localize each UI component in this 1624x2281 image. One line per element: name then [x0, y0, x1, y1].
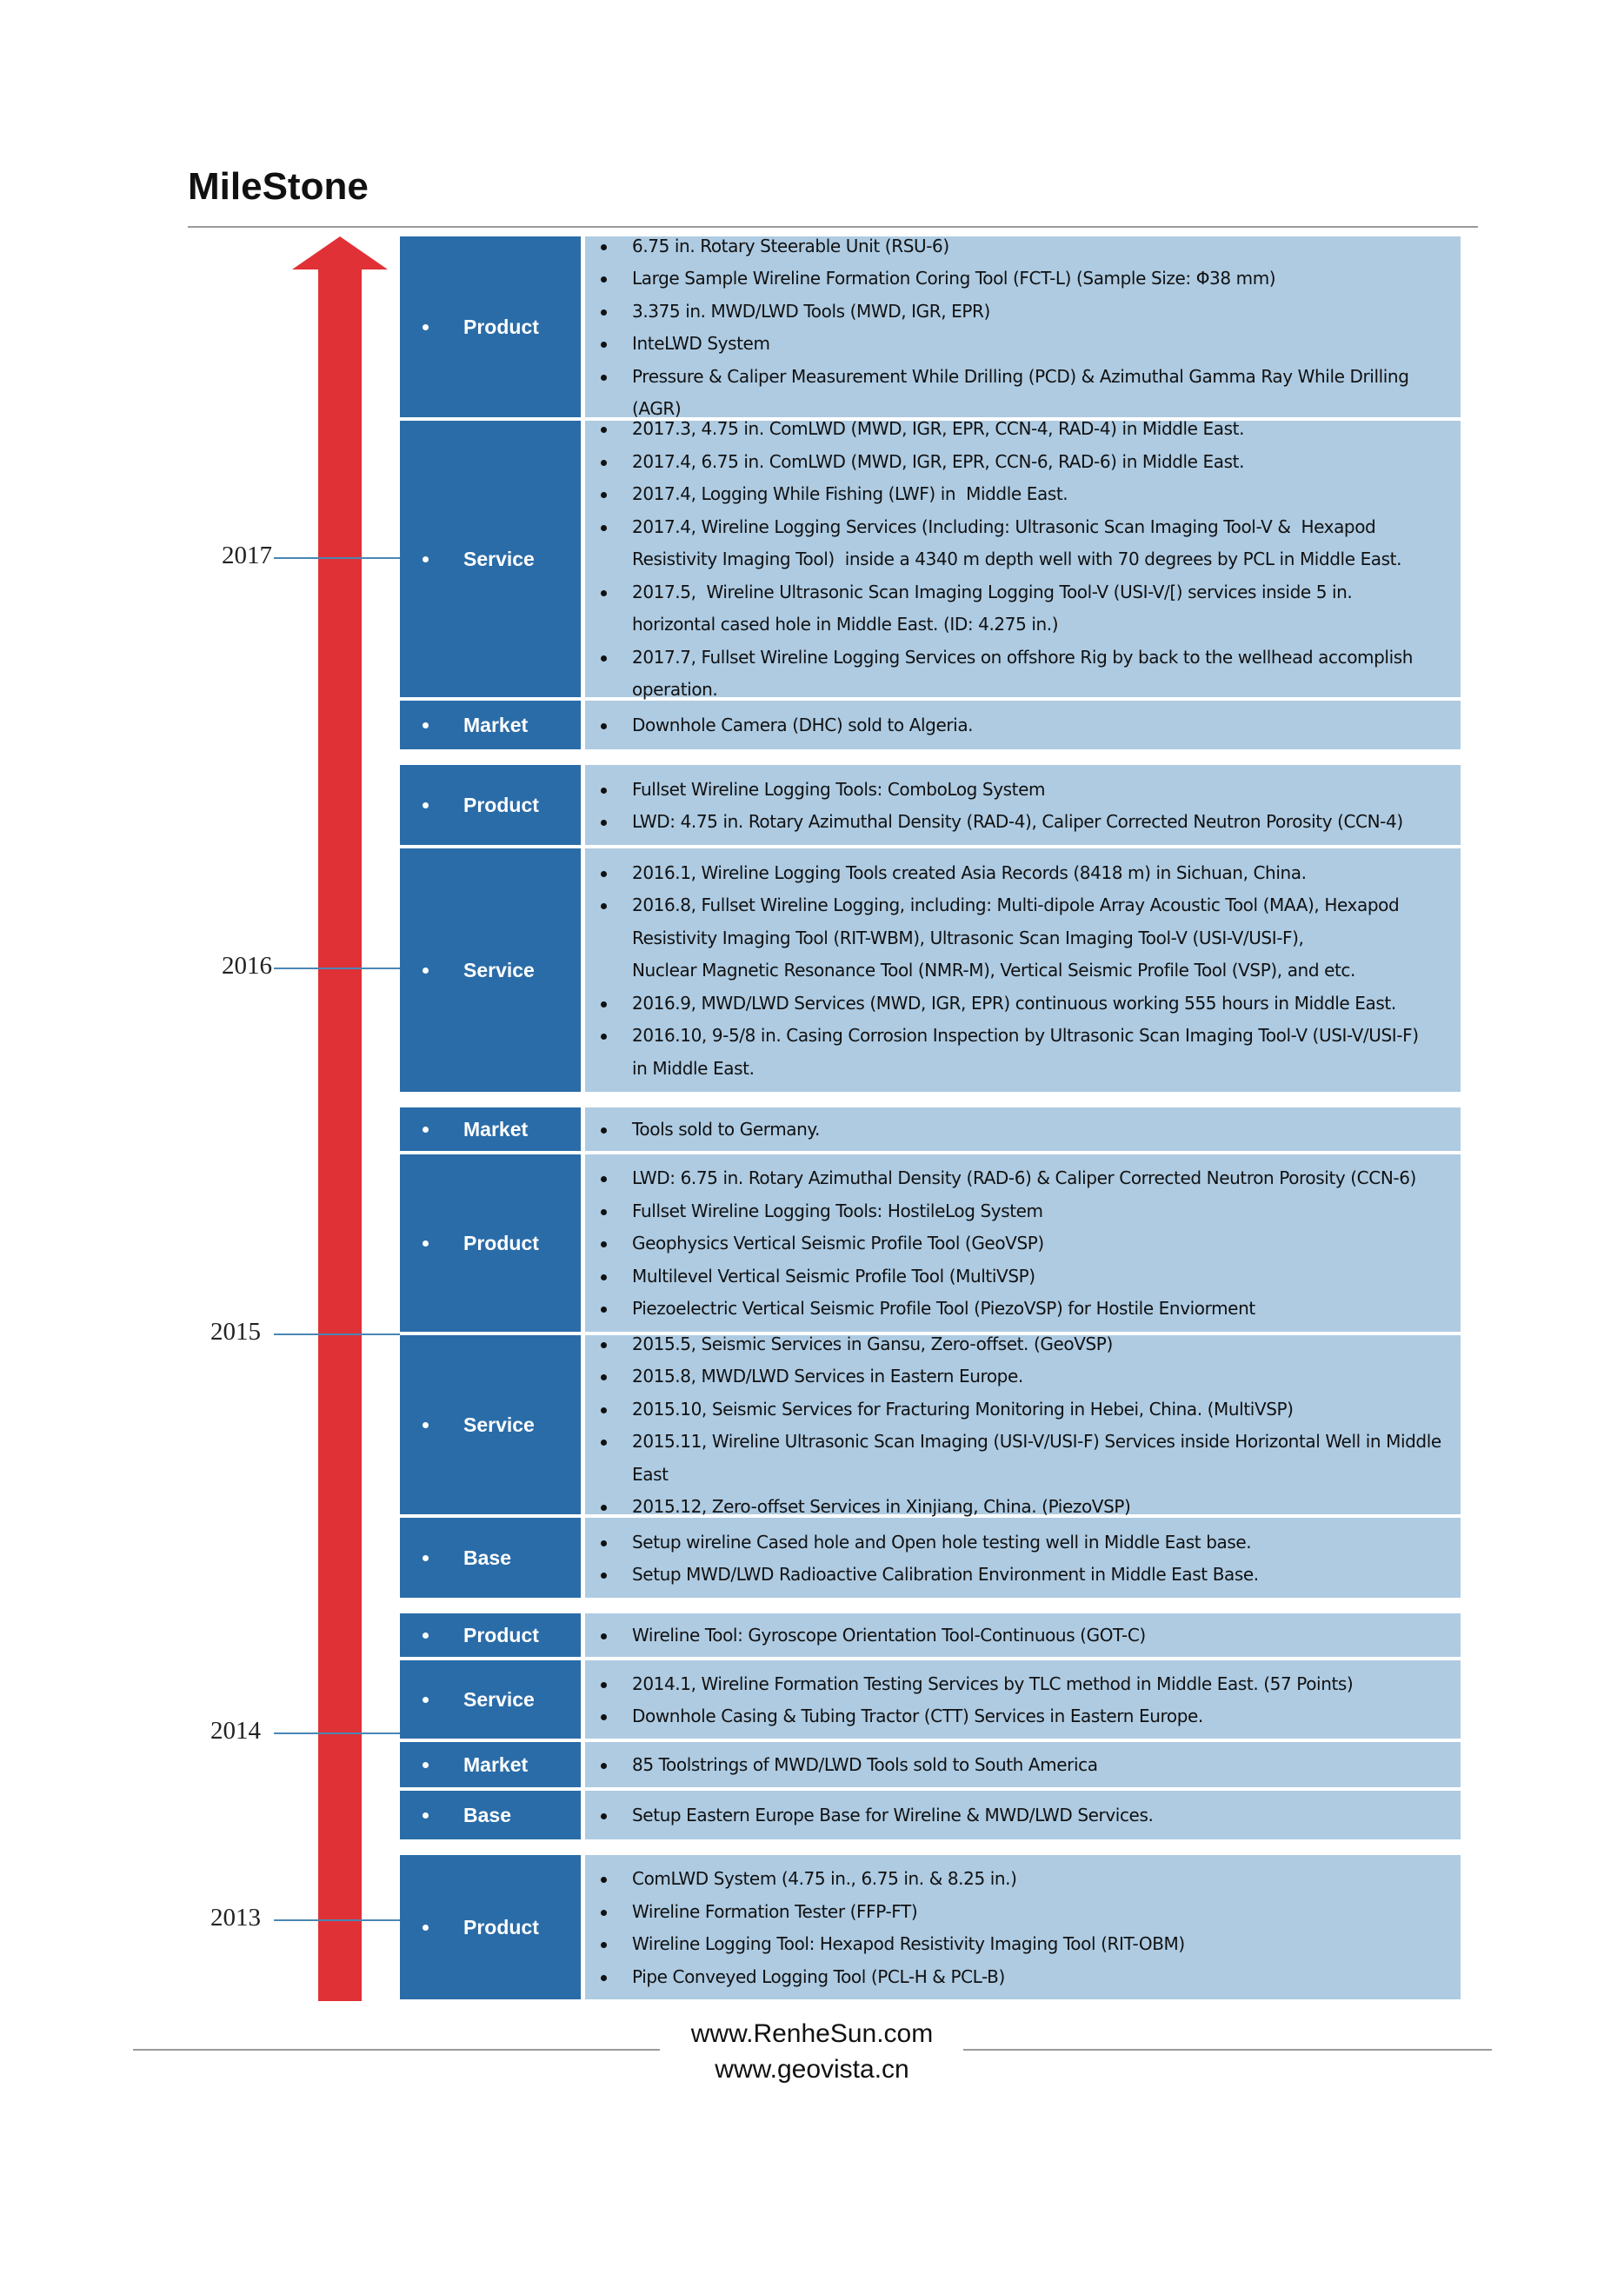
items-cell: [585, 1518, 1461, 1598]
list-item: [596, 1526, 1450, 1559]
list-item-text: 2015.11, Wireline Ultrasonic Scan Imaging (USI-V/USI-F) Services inside Horizontal Well in Middle East: [632, 1431, 1447, 1485]
bullet-icon: [423, 722, 429, 728]
items-cell: [585, 1855, 1461, 1999]
list-item-text: 2017.5, Wireline Ultrasonic Scan Imaging Logging Tool-V (USI-V/[) services inside 5 in. horizontal cased hole in Middle East. (ID: 4.275 in.): [632, 581, 1353, 635]
category-label: Service: [463, 1687, 535, 1711]
category-cell: [400, 765, 581, 845]
year-label-2016: 2016: [222, 952, 272, 980]
list-item-text: Setup MWD/LWD Radioactive Calibration Environment in Middle East Base.: [632, 1564, 1259, 1585]
list-item-text: Setup Eastern Europe Base for Wireline & MWD/LWD Services.: [632, 1805, 1154, 1826]
category-label: Service: [463, 1413, 535, 1436]
list-item: [596, 446, 1450, 479]
list-item: [596, 263, 1450, 296]
bullet-icon: [423, 802, 429, 808]
bullet-icon: [601, 1342, 607, 1348]
bullet-icon: [601, 1001, 607, 1007]
items-list: [596, 1863, 1450, 1993]
list-item-text: 85 Toolstrings of MWD/LWD Tools sold to South America: [632, 1754, 1098, 1776]
bullet-icon: [601, 1407, 607, 1413]
bullet-icon: [601, 903, 607, 909]
items-cell: [585, 1107, 1461, 1151]
bullet-icon: [601, 1942, 607, 1948]
list-item-text: Tools sold to Germany.: [632, 1119, 820, 1140]
bullet-icon: [601, 276, 607, 283]
bullet-icon: [601, 1505, 607, 1511]
items-list: [596, 709, 1450, 742]
milestone-row: [400, 1107, 1461, 1151]
list-item-text: Multilevel Vertical Seismic Profile Tool (MultiVSP): [632, 1265, 1035, 1287]
list-item: [596, 1293, 1450, 1326]
year-tick-2015: [274, 1333, 400, 1335]
footer-divider-right: [963, 2049, 1492, 2051]
items-list: [596, 1526, 1450, 1592]
items-list: [596, 1668, 1450, 1733]
category-label: Product: [463, 1231, 539, 1254]
category-label: Service: [463, 547, 535, 570]
bullet-icon: [601, 1540, 607, 1546]
category-cell: [400, 1518, 581, 1598]
bullet-icon: [423, 324, 429, 330]
list-item: [596, 296, 1450, 329]
category-cell: [400, 848, 581, 1092]
bullet-icon: [601, 427, 607, 433]
items-cell: [585, 1791, 1461, 1839]
bullet-icon: [601, 871, 607, 877]
items-cell: [585, 236, 1461, 417]
list-item-text: Geophysics Vertical Seismic Profile Tool (GeoVSP): [632, 1233, 1044, 1254]
bullet-icon: [601, 1975, 607, 1981]
bullet-icon: [601, 1877, 607, 1883]
list-item-text: Wireline Logging Tool: Hexapod Resistivity Imaging Tool (RIT-OBM): [632, 1933, 1185, 1954]
category-label: Base: [463, 1803, 511, 1826]
footer-divider-left: [133, 2049, 660, 2051]
bullet-icon: [423, 1240, 429, 1247]
bullet-icon: [601, 1127, 607, 1134]
list-item: [596, 576, 1450, 642]
list-item: [596, 1162, 1450, 1195]
list-item-text: Pipe Conveyed Logging Tool (PCL-H & PCL-B): [632, 1965, 1005, 1987]
bullet-icon: [601, 375, 607, 381]
items-cell: [585, 1660, 1461, 1739]
list-item: [596, 1195, 1450, 1228]
list-item: [596, 328, 1450, 361]
items-cell: [585, 1613, 1461, 1657]
title-divider: [188, 226, 1478, 228]
year-label-2017: 2017: [222, 542, 272, 569]
bullet-icon: [601, 1034, 607, 1040]
list-item-text: Piezoelectric Vertical Seismic Profile Tool (PiezoVSP) for Hostile Enviorment: [632, 1298, 1255, 1320]
bullet-icon: [601, 244, 607, 250]
list-item: [596, 1749, 1450, 1782]
list-item-text: Wireline Formation Tester (FFP-FT): [632, 1900, 918, 1922]
category-label: Product: [463, 1915, 539, 1939]
category-cell: [400, 1335, 581, 1514]
category-cell: [400, 1154, 581, 1332]
milestone-row: [400, 1518, 1461, 1598]
year-tick-2014: [274, 1732, 400, 1734]
items-cell: [585, 418, 1461, 701]
milestone-row: [400, 1660, 1461, 1739]
category-label: Market: [463, 1752, 529, 1776]
bullet-icon: [601, 1633, 607, 1639]
list-item-text: 2016.10, 9-5/8 in. Casing Corrosion Inspection by Ultrasonic Scan Imaging Tool-V (USI-V/USI-F) in Middle East.: [632, 1025, 1419, 1079]
list-item-text: 2017.7, Fullset Wireline Logging Services on offshore Rig by back to the wellhead accomplish operation.: [632, 646, 1419, 701]
list-item: [596, 1896, 1450, 1929]
list-item-text: 2016.8, Fullset Wireline Logging, including: Multi-dipole Array Acoustic Tool (MAA), Hexapod Resistivity Imaging Tool (RIT-WBM), Ultrasonic Scan Imaging Tool-V (USI-V/USI-F), Nuclear Magnetic Resonance Tool (NMR-M), Vertical Seismic Profile Tool (VSP), and etc.: [632, 894, 1400, 981]
bullet-icon: [423, 1633, 429, 1639]
bullet-icon: [601, 1209, 607, 1215]
footer-website-link-secondary[interactable]: www.geovista.cn: [715, 2055, 909, 2084]
category-label: Base: [463, 1546, 511, 1569]
list-item: [596, 413, 1450, 446]
milestone-row: [400, 1791, 1461, 1839]
items-list: [596, 1114, 1450, 1147]
items-list: [596, 1619, 1450, 1653]
bullet-icon: [423, 1127, 429, 1133]
items-list: [596, 1749, 1450, 1782]
year-tick-2016: [274, 968, 400, 969]
bullet-icon: [601, 1307, 607, 1313]
list-item-text: ComLWD System (4.75 in., 6.75 in. & 8.25 in.): [632, 1868, 1017, 1889]
items-cell: [585, 1742, 1461, 1787]
bullet-icon: [601, 1714, 607, 1720]
bullet-icon: [423, 1925, 429, 1931]
list-item-text: LWD: 6.75 in. Rotary Azimuthal Density (RAD-6) & Caliper Corrected Neutron Porosity (CCN-6): [632, 1167, 1416, 1189]
list-item: [596, 1260, 1450, 1293]
year-label-2015: 2015: [210, 1318, 261, 1346]
list-item-text: 6.75 in. Rotary Steerable Unit (RSU-6): [632, 235, 949, 256]
bullet-icon: [423, 1555, 429, 1561]
bullet-icon: [601, 1573, 607, 1579]
bullet-icon: [601, 1176, 607, 1182]
list-item: [596, 1114, 1450, 1147]
items-list: [596, 857, 1450, 1086]
list-item: [596, 1700, 1450, 1733]
list-item: [596, 1328, 1450, 1361]
list-item: [596, 1426, 1450, 1491]
bullet-icon: [601, 1763, 607, 1769]
bullet-icon: [601, 1374, 607, 1380]
list-item-text: Wireline Tool: Gyroscope Orientation Tool-Continuous (GOT-C): [632, 1625, 1146, 1646]
list-item: [596, 1961, 1450, 1994]
category-cell: [400, 1791, 581, 1839]
bullet-icon: [423, 1812, 429, 1819]
items-cell: [585, 848, 1461, 1092]
items-list: [596, 1799, 1450, 1832]
list-item: [596, 230, 1450, 263]
list-item-text: 2017.4, Logging While Fishing (LWF) in Middle East.: [632, 483, 1068, 505]
items-cell: [585, 701, 1461, 749]
list-item: [596, 1799, 1450, 1832]
list-item-text: Fullset Wireline Logging Tools: ComboLog System: [632, 778, 1046, 800]
list-item-text: LWD: 4.75 in. Rotary Azimuthal Density (RAD-4), Caliper Corrected Neutron Porosity (CCN-4): [632, 811, 1403, 832]
items-list: [596, 230, 1450, 426]
category-cell: [400, 1660, 581, 1739]
list-item-text: 3.375 in. MWD/LWD Tools (MWD, IGR, EPR): [632, 300, 990, 322]
bullet-icon: [601, 1241, 607, 1247]
bullet-icon: [601, 788, 607, 794]
milestone-row: [400, 1154, 1461, 1332]
list-item-text: Large Sample Wireline Formation Coring Tool (FCT-L) (Sample Size: Φ38 mm): [632, 268, 1276, 289]
milestone-row: [400, 848, 1461, 1092]
category-label: Market: [463, 1117, 529, 1140]
list-item: [596, 1559, 1450, 1592]
bullet-icon: [423, 1762, 429, 1768]
list-item: [596, 889, 1450, 988]
milestone-row: [400, 1613, 1461, 1657]
bullet-icon: [601, 1813, 607, 1819]
list-item-text: 2015.12, Zero-offset Services in Xinjiang, China. (PiezoVSP): [632, 1496, 1131, 1517]
items-cell: [585, 1333, 1461, 1517]
category-cell: [400, 1742, 581, 1787]
items-list: [596, 774, 1450, 839]
bullet-icon: [601, 1910, 607, 1916]
list-item: [596, 857, 1450, 890]
footer-website-link[interactable]: www.RenheSun.com: [690, 2019, 934, 2048]
list-item-text: 2017.3, 4.75 in. ComLWD (MWD, IGR, EPR, CCN-4, RAD-4) in Middle East.: [632, 418, 1245, 440]
list-item: [596, 1863, 1450, 1896]
items-cell: [585, 765, 1461, 845]
bullet-icon: [423, 1422, 429, 1428]
bullet-icon: [423, 968, 429, 974]
bullet-icon: [601, 590, 607, 596]
year-tick-2013: [274, 1919, 400, 1921]
list-item-text: Setup wireline Cased hole and Open hole testing well in Middle East base.: [632, 1531, 1252, 1553]
list-item: [596, 774, 1450, 807]
list-item: [596, 988, 1450, 1021]
items-cell: [585, 1154, 1461, 1332]
list-item-text: InteLWD System: [632, 333, 770, 354]
items-list: [596, 413, 1450, 707]
bullet-icon: [601, 655, 607, 662]
category-cell: [400, 236, 581, 417]
list-item-text: 2017.4, 6.75 in. ComLWD (MWD, IGR, EPR, CCN-6, RAD-6) in Middle East.: [632, 450, 1245, 472]
category-cell: [400, 1107, 581, 1151]
list-item: [596, 1020, 1450, 1085]
bullet-icon: [601, 1274, 607, 1280]
bullet-icon: [601, 525, 607, 531]
year-label-2013: 2013: [210, 1904, 261, 1932]
items-list: [596, 1328, 1450, 1524]
items-list: [596, 1162, 1450, 1326]
list-item: [596, 1928, 1450, 1961]
bullet-icon: [601, 460, 607, 466]
bullet-icon: [601, 309, 607, 316]
list-item: [596, 1360, 1450, 1393]
list-item-text: Fullset Wireline Logging Tools: HostileLog System: [632, 1200, 1043, 1221]
milestone-row: [400, 701, 1461, 749]
bullet-icon: [601, 1682, 607, 1688]
category-label: Product: [463, 793, 539, 816]
list-item: [596, 478, 1450, 511]
category-cell: [400, 421, 581, 697]
list-item-text: 2016.9, MWD/LWD Services (MWD, IGR, EPR) continuous working 555 hours in Middle East.: [632, 992, 1396, 1014]
timeline-arrow-shape: [292, 236, 388, 2001]
list-item: [596, 511, 1450, 576]
list-item-text: 2015.8, MWD/LWD Services in Eastern Europe.: [632, 1366, 1023, 1387]
list-item-text: Downhole Casing & Tubing Tractor (CTT) Services in Eastern Europe.: [632, 1706, 1203, 1726]
list-item: [596, 642, 1450, 707]
category-label: Service: [463, 958, 535, 981]
bullet-icon: [601, 723, 607, 729]
page-title: MileStone: [188, 165, 369, 208]
category-cell: [400, 701, 581, 749]
timeline-arrow-icon: [292, 236, 388, 2001]
bullet-icon: [601, 342, 607, 348]
list-item: [596, 1668, 1450, 1701]
milestone-row: [400, 1855, 1461, 1999]
list-item-text: Downhole Camera (DHC) sold to Algeria.: [632, 715, 974, 736]
list-item: [596, 1393, 1450, 1426]
category-label: Product: [463, 1623, 539, 1646]
category-label: Market: [463, 713, 529, 736]
bullet-icon: [601, 820, 607, 826]
milestone-table: [400, 236, 1461, 1999]
bullet-icon: [601, 492, 607, 498]
list-item: [596, 806, 1450, 839]
milestone-row: [400, 236, 1461, 417]
list-item-text: 2017.4, Wireline Logging Services (Including: Ultrasonic Scan Imaging Tool-V & Hexapod Resistivity Imaging Tool) inside a 4340 m depth well with 70 degrees by PCL in Middle East.: [632, 515, 1402, 570]
list-item-text: 2016.1, Wireline Logging Tools created Asia Records (8418 m) in Sichuan, China.: [632, 861, 1307, 883]
list-item-text: Pressure & Caliper Measurement While Drilling (PCD) & Azimuthal Gamma Ray While Drilling (AGR): [632, 365, 1414, 419]
list-item: [596, 1227, 1450, 1260]
list-item-text: 2015.5, Seismic Services in Gansu, Zero-offset. (GeoVSP): [632, 1333, 1113, 1354]
list-item-text: 2015.10, Seismic Services for Fracturing Monitoring in Hebei, China. (MultiVSP): [632, 1398, 1294, 1420]
milestone-row: [400, 1333, 1461, 1517]
milestone-row: [400, 418, 1461, 701]
year-tick-2017: [274, 557, 400, 559]
list-item-text: 2014.1, Wireline Formation Testing Services by TLC method in Middle East. (57 Points): [632, 1673, 1354, 1694]
category-cell: [400, 1613, 581, 1657]
category-label: Product: [463, 315, 539, 338]
category-cell: [400, 1855, 581, 1999]
bullet-icon: [423, 556, 429, 562]
milestone-row: [400, 765, 1461, 845]
year-label-2014: 2014: [210, 1717, 261, 1745]
milestone-row: [400, 1742, 1461, 1787]
bullet-icon: [423, 1697, 429, 1703]
list-item: [596, 709, 1450, 742]
list-item: [596, 1619, 1450, 1653]
bullet-icon: [601, 1440, 607, 1446]
